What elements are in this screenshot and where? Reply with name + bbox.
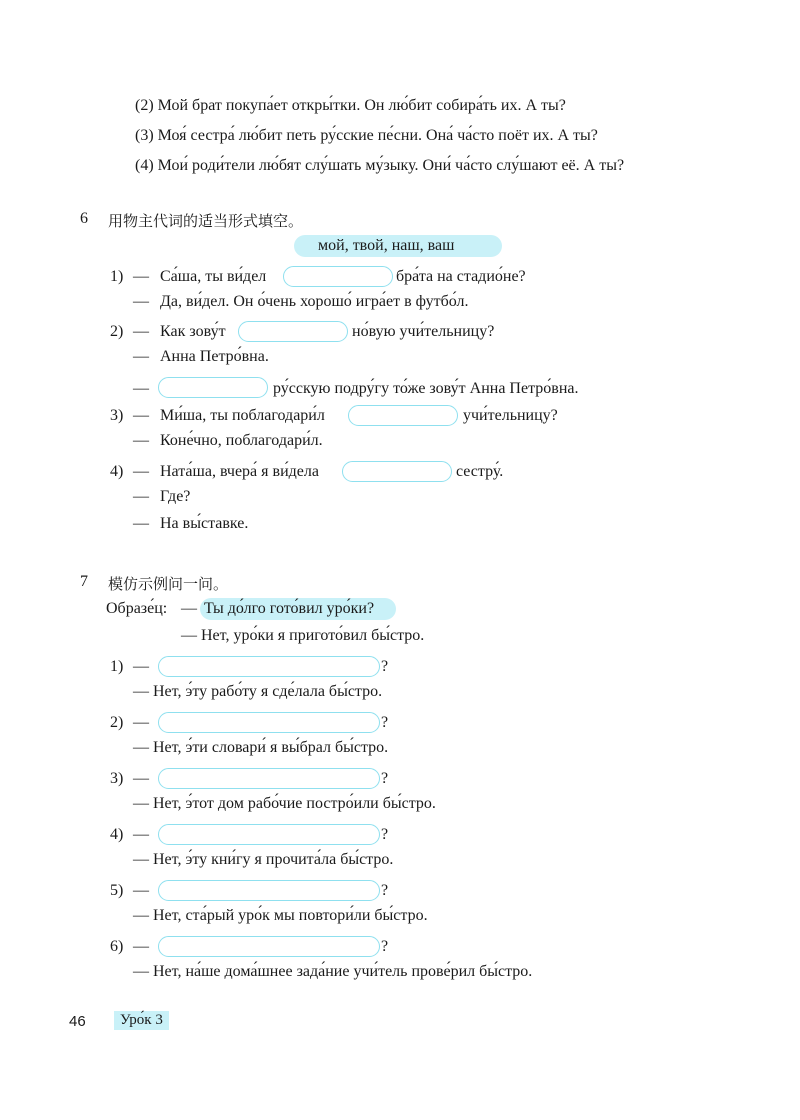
dash: —	[133, 826, 149, 843]
question-mark: ?	[381, 714, 389, 731]
word-bank: мой, твой, наш, ваш	[318, 237, 455, 254]
answer-line: Анна Петро́вна.	[160, 348, 269, 365]
lesson-tag: Уро́к 3	[114, 1011, 169, 1030]
item-number: 4)	[110, 463, 124, 480]
blank-6-4[interactable]	[342, 461, 452, 482]
question-mark: ?	[381, 658, 389, 675]
blank-7-6[interactable]	[158, 936, 380, 957]
dash: —	[133, 348, 149, 365]
blank-6-1[interactable]	[283, 266, 393, 287]
answer-line: Где?	[160, 488, 191, 505]
dash: —	[133, 293, 149, 310]
blank-6-2a[interactable]	[238, 321, 348, 342]
item-text-before: Как зову́т	[160, 323, 226, 340]
blank-6-3[interactable]	[348, 405, 458, 426]
item-text-before: Ната́ша, вчера́ я ви́дела	[160, 463, 319, 480]
dash: —	[133, 407, 149, 424]
item-number: 3)	[110, 407, 124, 424]
answer-line: — Нет, ста́рый уро́к мы повтори́ли бы́стро.	[133, 907, 428, 924]
item-number: 2)	[110, 323, 124, 340]
answer-line: Коне́чно, поблагодари́л.	[160, 432, 323, 449]
answer-line: — Нет, э́ти словари́ я вы́брал бы́стро.	[133, 739, 389, 756]
exercise-item-4: (4) Мои́ роди́тели лю́бят слу́шать му́зыку. Они́ ча́сто слу́шают её. А ты?	[135, 157, 625, 174]
dash: —	[133, 770, 149, 787]
dash: —	[133, 714, 149, 731]
dash: —	[181, 600, 197, 617]
item-number: 3)	[110, 770, 124, 787]
answer-line: — Нет, э́тот дом рабо́чие постро́или бы́стро.	[133, 795, 436, 812]
dash: —	[133, 658, 149, 675]
sample-question: Ты до́лго гото́вил уро́ки?	[204, 600, 375, 617]
blank-6-2b[interactable]	[158, 377, 268, 398]
page-number: 46	[69, 1013, 86, 1030]
question-mark: ?	[381, 882, 389, 899]
question-mark: ?	[381, 938, 389, 955]
dash: —	[133, 938, 149, 955]
item-text-before: Ми́ша, ты поблагодари́л	[160, 407, 325, 424]
question-mark: ?	[381, 770, 389, 787]
question-mark: ?	[381, 826, 389, 843]
dash: —	[133, 515, 149, 532]
dash: —	[133, 463, 149, 480]
item-text-before: Са́ша, ты ви́дел	[160, 268, 267, 285]
dash: —	[133, 882, 149, 899]
item-number: 5)	[110, 882, 124, 899]
item-number: 2)	[110, 714, 124, 731]
exercise-item-2: (2) Мой брат покупа́ет откры́тки. Он лю́бит собира́ть их. А ты?	[135, 97, 566, 114]
dash: —	[133, 323, 149, 340]
dash: —	[133, 268, 149, 285]
blank-7-5[interactable]	[158, 880, 380, 901]
blank-7-2[interactable]	[158, 712, 380, 733]
item-number: 1)	[110, 658, 124, 675]
item-text-after: сестру́.	[456, 463, 504, 480]
answer-line: — Нет, э́ту рабо́ту я сде́лала бы́стро.	[133, 683, 383, 700]
answer-line: Да, ви́дел. Он о́чень хорошо́ игра́ет в футбо́л.	[160, 293, 469, 310]
item-number: 1)	[110, 268, 124, 285]
exercise-item-3: (3) Моя́ сестра́ лю́бит петь ру́сские пе́сни. Она́ ча́сто поёт их. А ты?	[135, 127, 598, 144]
exercise-6-number: 6	[80, 210, 88, 227]
dash: —	[133, 488, 149, 505]
dash: —	[133, 432, 149, 449]
sample-answer: — Нет, уро́ки я пригото́вил бы́стро.	[181, 627, 425, 644]
blank-7-1[interactable]	[158, 656, 380, 677]
item-text-after: учи́тельницу?	[463, 407, 558, 424]
exercise-7-instruction: 模仿示例问一问。	[108, 575, 229, 593]
dash: —	[133, 380, 149, 397]
item-text-after: бра́та на стадио́не?	[396, 268, 526, 285]
sample-label: Образе́ц:	[106, 600, 168, 617]
exercise-7-number: 7	[80, 573, 88, 590]
answer-line: — Нет, на́ше дома́шнее зада́ние учи́тель прове́рил бы́стро.	[133, 963, 533, 980]
answer-line: На вы́ставке.	[160, 515, 249, 532]
blank-7-4[interactable]	[158, 824, 380, 845]
item-number: 6)	[110, 938, 124, 955]
item-number: 4)	[110, 826, 124, 843]
exercise-6-instruction: 用物主代词的适当形式填空。	[108, 212, 304, 230]
item-text-after: ру́сскую подру́гу то́же зову́т Анна Петро́вна.	[273, 380, 579, 397]
blank-7-3[interactable]	[158, 768, 380, 789]
item-text-after: но́вую учи́тельницу?	[352, 323, 495, 340]
answer-line: — Нет, э́ту кни́гу я прочита́ла бы́стро.	[133, 851, 394, 868]
